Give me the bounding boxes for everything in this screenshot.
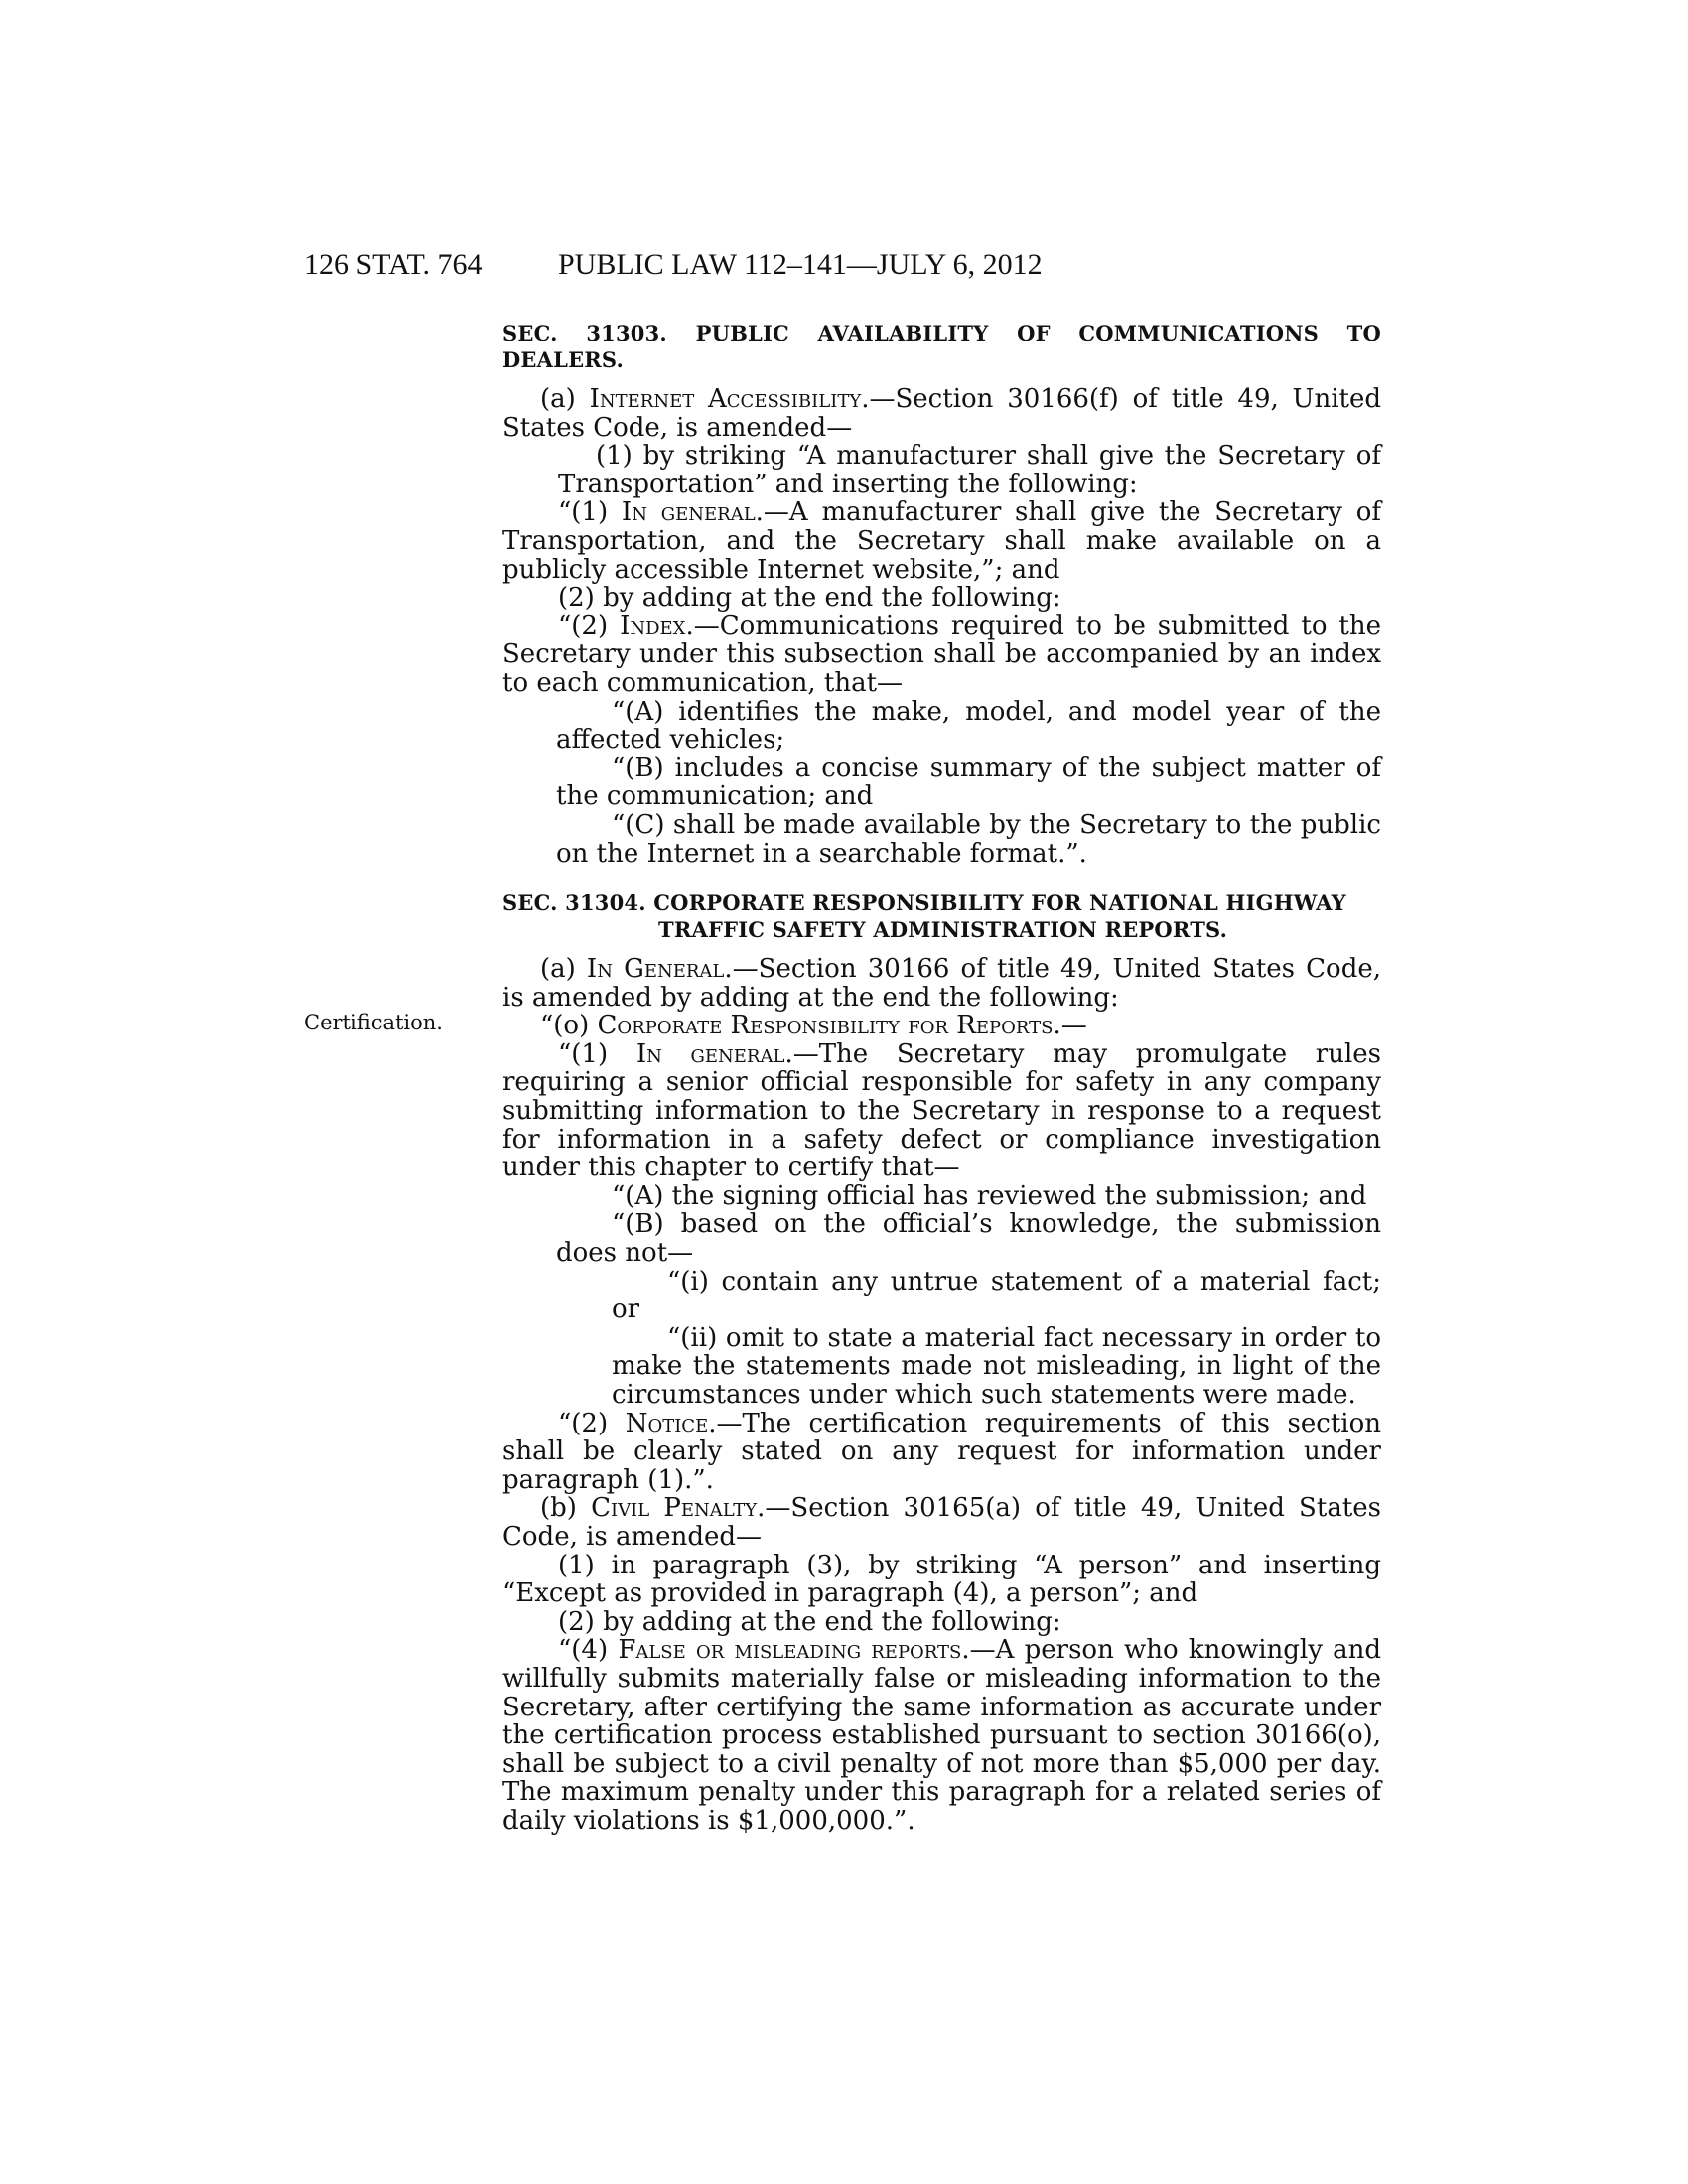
sec-31303-paragraph-1: (1) by striking “A manufacturer shall give the Secretary of Transportation” and inserting the following: [558, 441, 1381, 499]
sec-31303-quoted-B: “(B) includes a concise summary of the subject matter of the communication; and [556, 752, 1381, 812]
stat-page-number: 126 STAT. 764 [304, 248, 483, 281]
subsection-caption: Internet Accessibility [589, 384, 862, 414]
sec-31303-quoted-A: “(A) identifies the make, model, and model year of the affected vehicles; [556, 696, 1381, 755]
paragraph-caption: In general [635, 1038, 785, 1069]
sec-31304-paragraph-b1: (1) in paragraph (3), by striking “A person” and inserting “Except as provided in paragraph (4), a person”; and [502, 1550, 1381, 1609]
section-31303-heading: SEC. 31303. PUBLIC AVAILABILITY OF COMMUNICATIONS TO DEALERS. [502, 321, 1381, 372]
paragraph-caption: False or misleading reports [618, 1635, 962, 1666]
paragraph-caption: Notice [625, 1408, 709, 1438]
section-31304-heading: SEC. 31304. CORPORATE RESPONSIBILITY FOR NATIONAL HIGHWAY [502, 890, 1346, 916]
sec-31303-quoted-2: “(2) Index.—Communications required to be submitted to the Secretary under this subsection shall be accompanied by an index to each communication, that— [502, 611, 1381, 698]
sec-31304-paragraph-b2: (2) by adding at the end the following: [558, 1606, 1061, 1637]
page-header [0, 248, 1688, 288]
sec-31304-quoted-o1: “(1) In general.—The Secretary may promulgate rules requiring a senior official responsible for safety in any company submitting information to the Secretary in response to a request for information in a safety defect or compliance investigation under this chapter to certify that— [502, 1038, 1382, 1183]
document-body [502, 320, 1381, 1836]
sec-31304-quoted-4: “(4) False or misleading reports.—A person who knowingly and willfully submits materially false or misleading information to the Secretary, after certifying the same information as accurate under the certification process established pursuant to section 30166(o), shall be subject to a civil penalty of not more than $5,000 per day. The maximum penalty under this paragraph for a related series of daily violations is $1,000,000.”. [502, 1635, 1381, 1836]
subsection-caption: Civil Penalty [591, 1493, 758, 1524]
sec-31304-quoted-ii: “(ii) omit to state a material fact necessary in order to make the statements made not misleading, in light of the circumstances under which such statements were made. [612, 1322, 1381, 1410]
sec-31303-quoted-1: “(1) In general.—A manufacturer shall give the Secretary of Transportation, and the Secretary shall make available on a publicly accessible Internet website,”; and [502, 497, 1381, 585]
sec-31303-subsection-a: (a) Internet Accessibility.—Section 30166(f) of title 49, United States Code, is amended— [502, 384, 1381, 443]
paragraph-caption: In general [621, 497, 756, 528]
sec-31304-subsection-b: (b) Civil Penalty.—Section 30165(a) of title 49, United States Code, is amended— [502, 1493, 1381, 1552]
section-31304-heading-line2: TRAFFIC SAFETY ADMINISTRATION REPORTS. [658, 917, 1228, 943]
subsection-caption: Corporate Responsibility for Reports [597, 1011, 1054, 1041]
sec-31304-quoted-B: “(B) based on the official’s knowledge, the submission does not— [556, 1209, 1381, 1269]
sec-31304-quoted-o: “(o) Corporate Responsibility for Reports.— [540, 1011, 1087, 1041]
subsection-caption: In General [586, 954, 725, 985]
paragraph-caption: Index [620, 611, 686, 641]
margin-note-certification: Certification. [304, 1011, 443, 1034]
sec-31303-paragraph-2: (2) by adding at the end the following: [558, 583, 1061, 614]
running-head: PUBLIC LAW 112–141—JULY 6, 2012 [558, 248, 1043, 281]
sec-31304-quoted-i: “(i) contain any untrue statement of a material fact; or [612, 1266, 1381, 1325]
sec-31303-quoted-C: “(C) shall be made available by the Secretary to the public on the Internet in a searchable format.”. [556, 809, 1381, 869]
sec-31304-quoted-o2: “(2) Notice.—The certification requirements of this section shall be clearly stated on any request for information under paragraph (1).”. [502, 1408, 1381, 1495]
sec-31304-subsection-a: (a) In General.—Section 30166 of title 49, United States Code, is amended by adding at the end the following: [502, 954, 1381, 1013]
sec-31304-quoted-A: “(A) the signing official has reviewed the submission; and [612, 1180, 1367, 1211]
